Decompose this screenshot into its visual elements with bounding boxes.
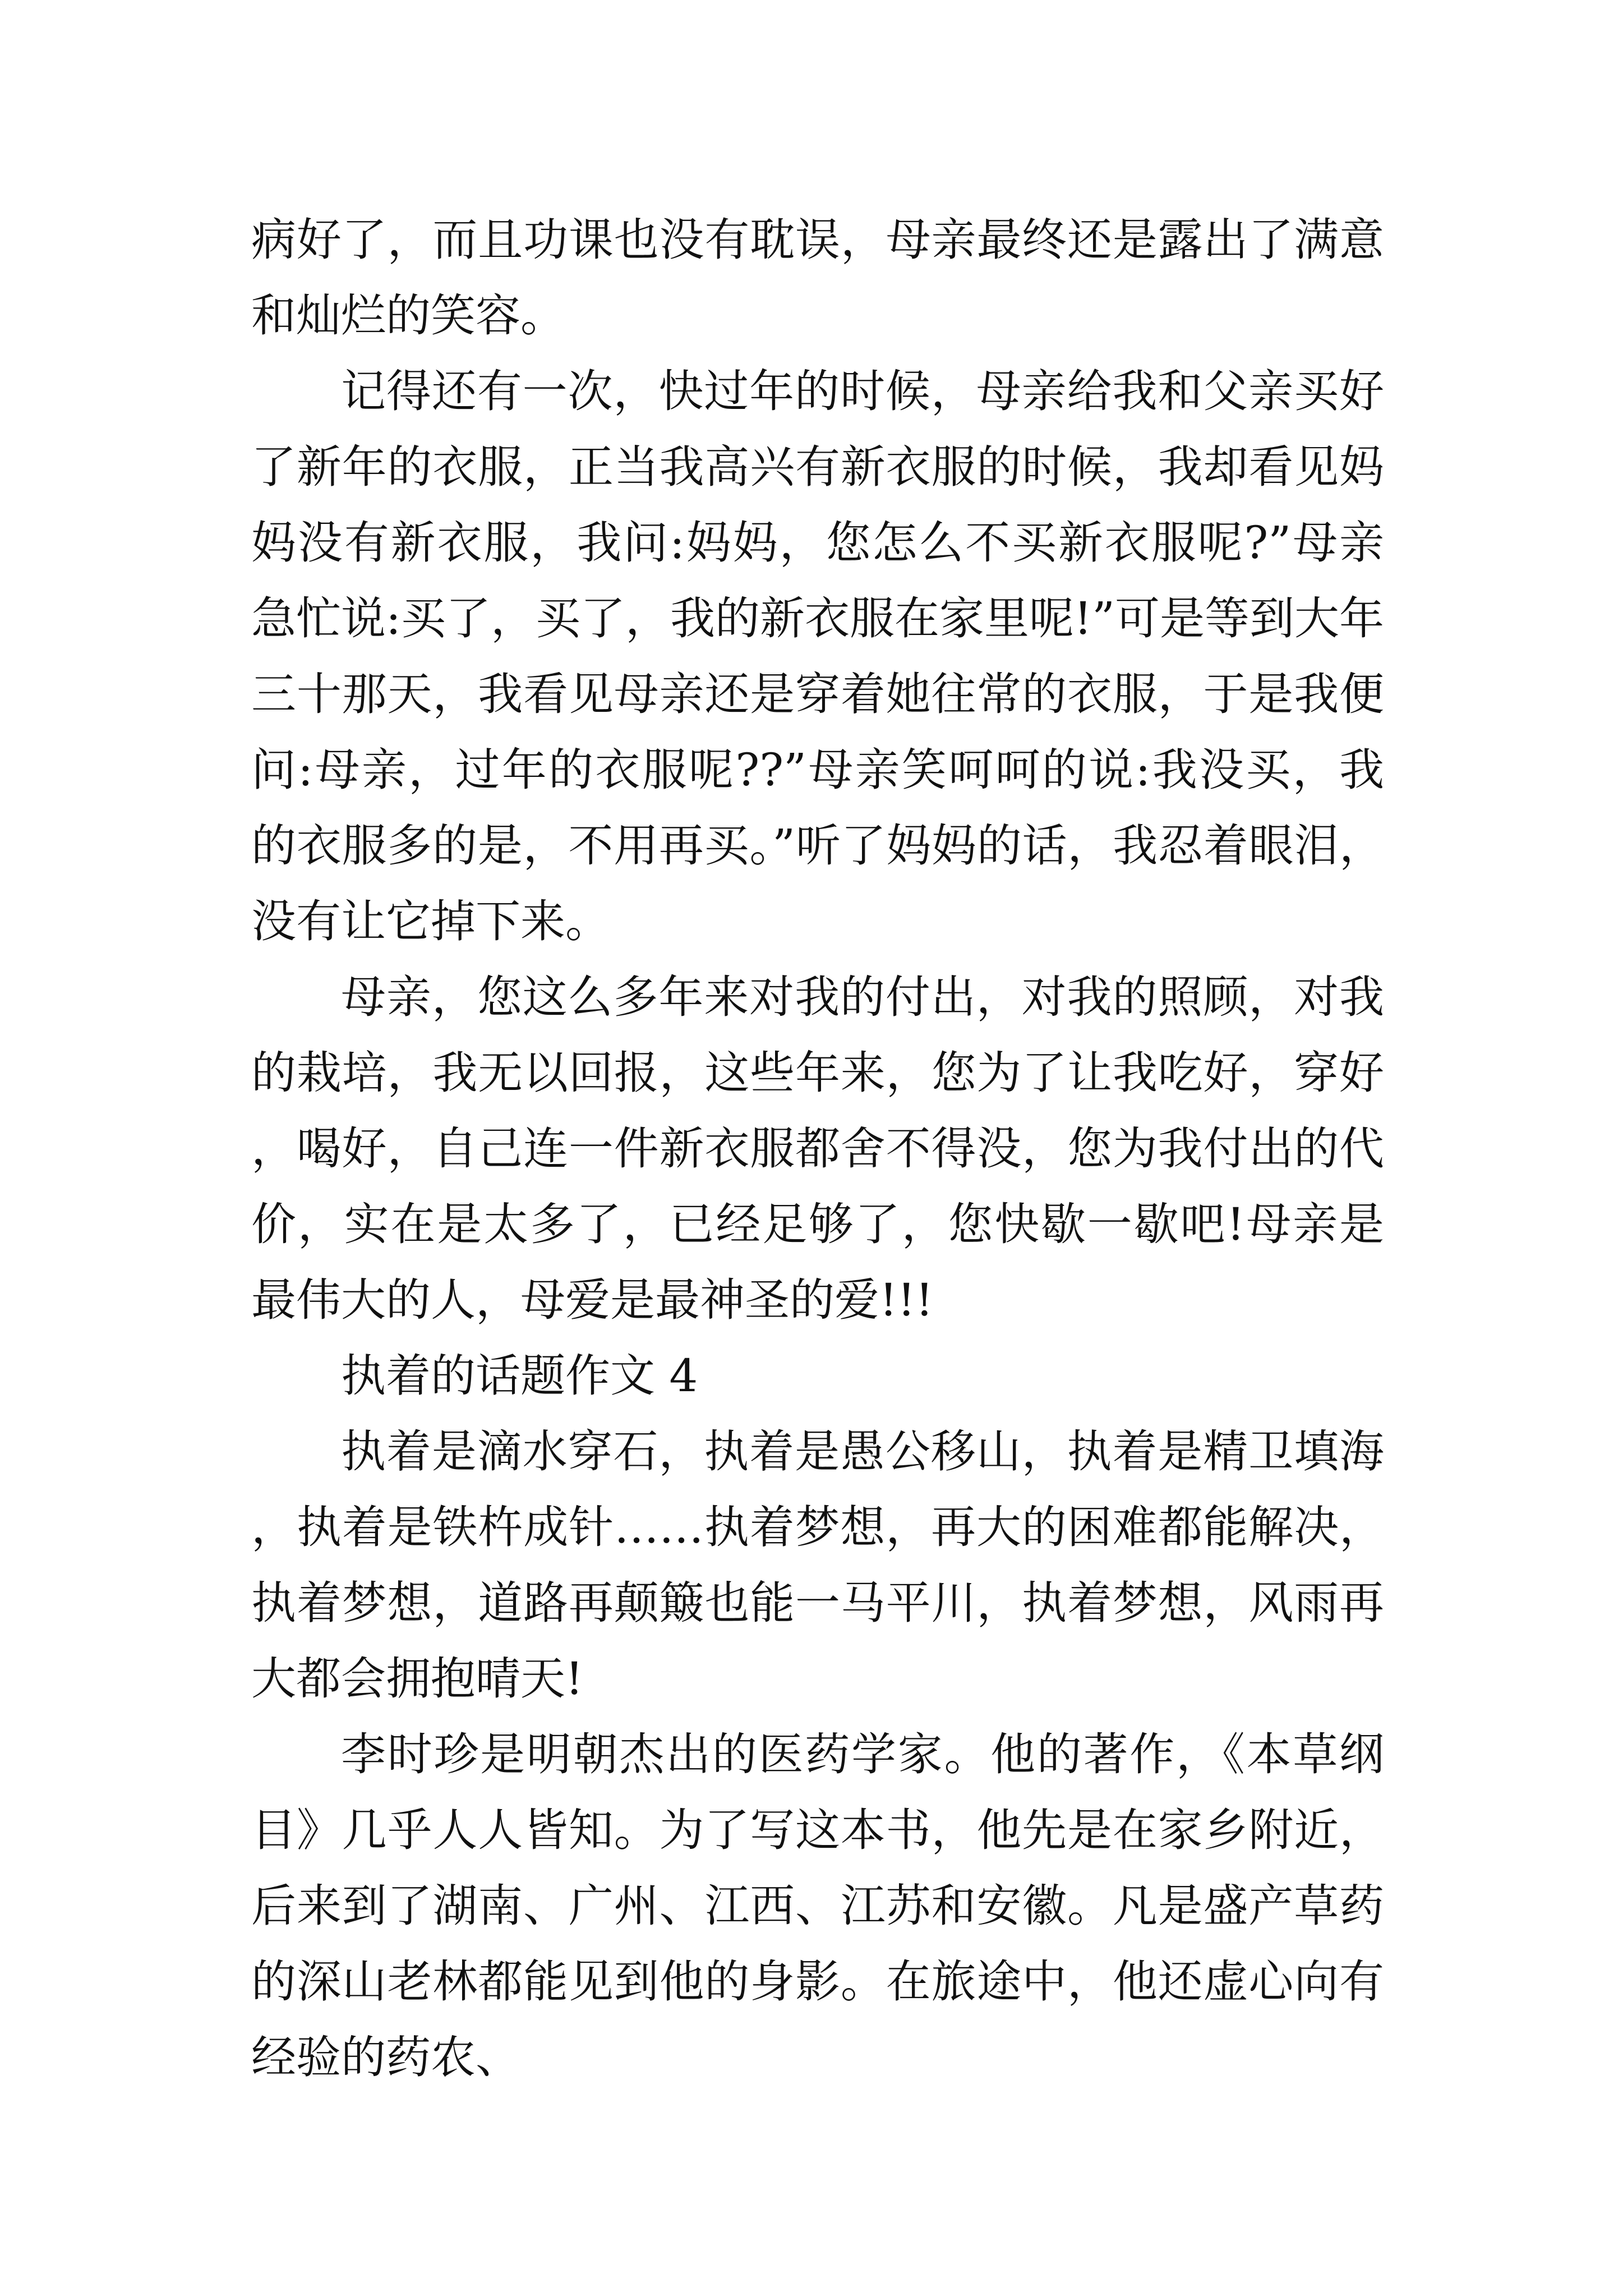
paragraph-4: 执着是滴水穿石，执着是愚公移山，执着是精卫填海，执着是铁杵成针……执着梦想，再大的困难都能解决，执着梦想，道路再颠簸也能一马平川，执着梦想，风雨再大都会拥抱晴天!	[251, 1425, 1384, 1705]
paragraph-5: 李时珍是明朝杰出的医药学家。他的著作，《本草纲目》几乎人人皆知。为了写这本书，他先是在家乡附近，后来到了湖南、广州、江西、江苏和安徽。凡是盛产草药的深山老林都能见到他的身影。在旅途中，他还虚心向有经验的药农、	[251, 1728, 1384, 2083]
paragraph-1: 病好了，而且功课也没有耽误，母亲最终还是露出了满意和灿烂的笑容。	[251, 214, 1384, 342]
section-heading: 执着的话题作文 4	[341, 1350, 698, 1402]
paragraph-3: 母亲，您这么多年来对我的付出，对我的照顾，对我的栽培，我无以回报，这些年来，您为了让我吃好，穿好，喝好，自己连一件新衣服都舍不得没，您为我付出的代价，实在是太多了，已经足够了，您快歇一歇吧!母亲是最伟大的人，母爱是最神圣的爱!!!	[251, 971, 1384, 1326]
paragraph-2: 记得还有一次，快过年的时候，母亲给我和父亲买好了新年的衣服，正当我高兴有新衣服的时候，我却看见妈妈没有新衣服，我问:妈妈，您怎么不买新衣服呢?”母亲急忙说:买了，买了，我的新衣服在家里呢!”可是等到大年三十那天，我看见母亲还是穿着她往常的衣服，于是我便问:母亲，过年的衣服呢??”母亲笑呵呵的说:我没买，我的衣服多的是，不用再买。”听了妈妈的话，我忍着眼泪，没有让它掉下来。	[251, 365, 1384, 947]
document-body	[251, 202, 1384, 2095]
